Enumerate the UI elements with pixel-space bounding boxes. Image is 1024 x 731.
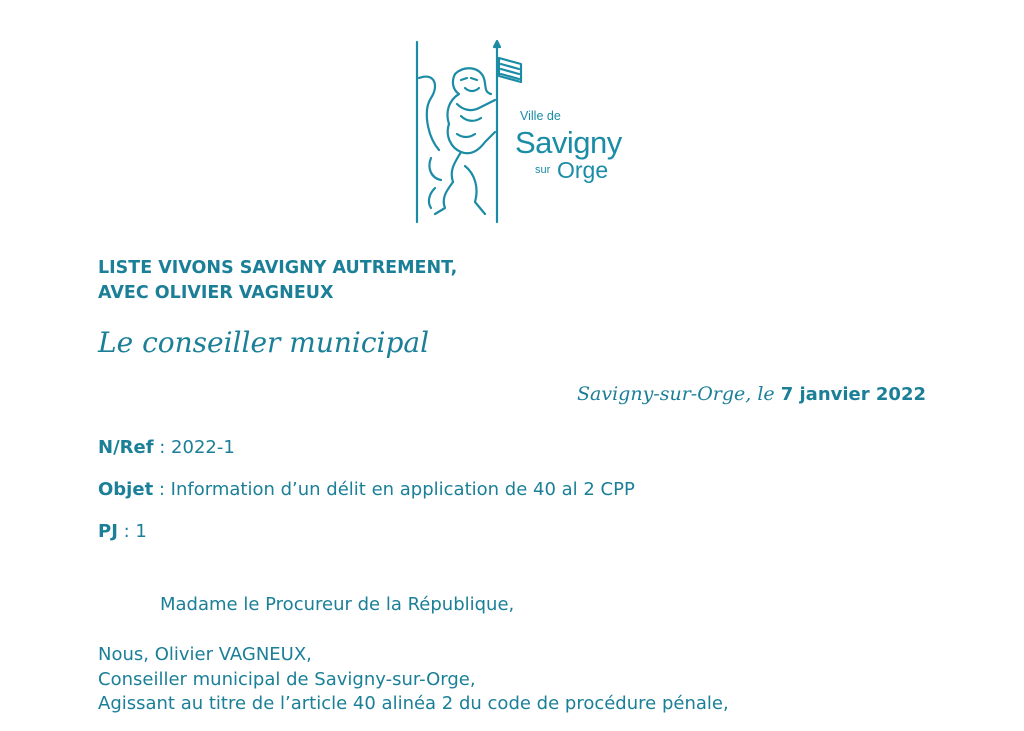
date-value: 7 janvier 2022 [780,384,926,405]
logo-sur: sur [535,164,551,176]
reference-line [98,437,235,458]
salutation: Madame le Procureur de la République, [160,594,515,615]
list-name-line-1: LISTE VIVONS SAVIGNY AUTREMENT, [98,258,458,278]
logo-savigny: Savigny [515,125,622,160]
list-name-line-2: AVEC OLIVIER VAGNEUX [98,283,334,303]
subject-line [98,479,635,500]
list-name-heading [98,256,457,306]
logo-orge: Orge [557,157,609,183]
date-place: Savigny-sur-Orge, le [577,383,781,405]
attachment-value: : 1 [117,521,147,542]
city-logo [405,38,622,226]
body-line-2: Conseiller municipal de Savigny-sur-Orge, [98,668,476,690]
subject-label: Objet [98,479,154,500]
attachment-label: PJ [98,521,118,542]
body-line-3: Agissant au titre de l’article 40 alinéa 2 du code de procédure pénale, [98,693,729,714]
page-title: Le conseiller municipal [98,326,430,359]
reference-value: : 2022-1 [153,437,235,458]
reference-label: N/Ref [98,437,154,458]
logo-ville-de: Ville de [520,109,561,123]
body-line-1: Nous, Olivier VAGNEUX, [98,644,312,665]
date-line [577,383,926,405]
attachment-line [98,521,147,542]
letter-body [98,643,729,717]
subject-value: : Information d’un délit en application de 40 al 2 CPP [153,479,635,500]
